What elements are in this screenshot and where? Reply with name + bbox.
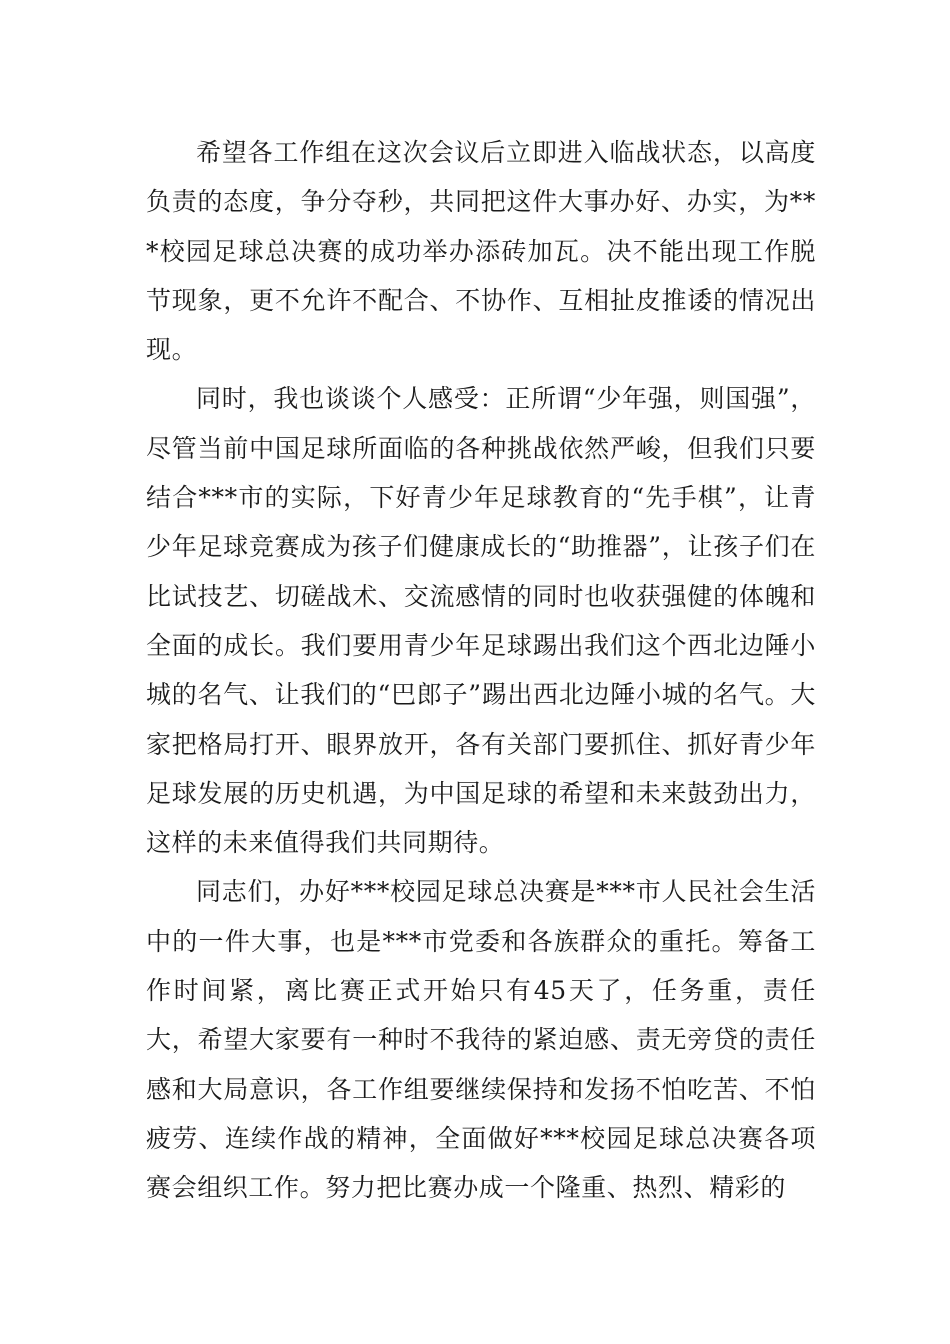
paragraph-personal-feelings: 同时，我也谈谈个人感受：正所谓“少年强，则国强”，尽管当前中国足球所面临的各种挑战依然严峻，但我们只要结合***市的实际，下好青少年足球教育的“先手棋”，让青少年足球竞赛成为孩子们健康成长的“助推器”，让孩子们在比试技艺、切磋战术、交流感情的同时也收获强健的体魄和全面的成长。我们要用青少年足球踢出我们这个西北边陲小城的名气、让我们的“巴郎子”踢出西北边陲小城的名气。大家把格局打开、眼界放开，各有关部门要抓住、抓好青少年足球发展的历史机遇，为中国足球的希望和未来鼓劲出力，这样的未来值得我们共同期待。 — [146, 384, 816, 858]
document-body — [146, 128, 816, 1213]
paragraph-work-groups: 希望各工作组在这次会议后立即进入临战状态，以高度负责的态度，争分夺秒，共同把这件大事办好、办实，为***校园足球总决赛的成功举办添砖加瓦。决不能出现工作脱节现象，更不允许不配合、不协作、互相扯皮推诿的情况出现。 — [146, 138, 816, 365]
paragraph-comrades: 同志们，办好***校园足球总决赛是***市人民社会生活中的一件大事，也是***市党委和各族群众的重托。筹备工作时间紧，离比赛正式开始只有45天了，任务重，责任大，希望大家要有一种时不我待的紧迫感、责无旁贷的责任感和大局意识，各工作组要继续保持和发扬不怕吃苦、不怕疲劳、连续作战的精神，全面做好***校园足球总决赛各项赛会组织工作。努力把比赛办成一个隆重、热烈、精彩的 — [146, 877, 816, 1203]
